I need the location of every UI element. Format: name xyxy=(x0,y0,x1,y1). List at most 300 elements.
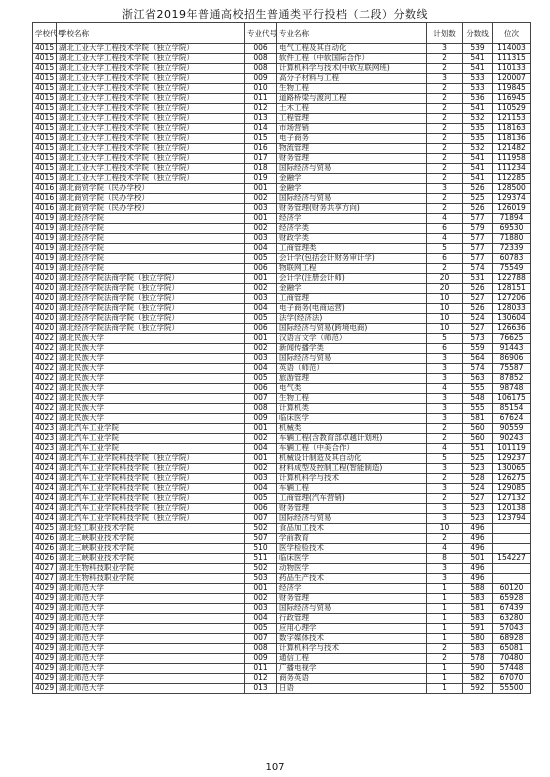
page-title: 浙江省2019年普通高校招生普通类平行投档（二段）分数线 xyxy=(122,8,428,21)
major-code-cell: 002 xyxy=(245,434,277,444)
score-cell: 579 xyxy=(463,224,493,234)
score-cell: 581 xyxy=(463,414,493,424)
rank-cell: 67070 xyxy=(493,674,531,684)
rank-cell: 126275 xyxy=(493,474,531,484)
plan-cell: 3 xyxy=(427,504,463,514)
major-name-cell: 计算机类 xyxy=(277,404,427,414)
table-row xyxy=(33,334,531,344)
score-cell: 560 xyxy=(463,424,493,434)
plan-cell: 1 xyxy=(427,594,463,604)
school-name-cell: 湖北师范大学 xyxy=(57,624,245,634)
rank-cell: 67624 xyxy=(493,414,531,424)
major-name-cell: 计算机科学与技术 xyxy=(277,474,427,484)
major-name-cell: 英语（师范） xyxy=(277,364,427,374)
score-cell: 588 xyxy=(463,584,493,594)
plan-cell: 3 xyxy=(427,484,463,494)
school-name-cell: 湖北师范大学 xyxy=(57,674,245,684)
major-code-cell: 004 xyxy=(245,614,277,624)
score-cell: 583 xyxy=(463,614,493,624)
score-cell: 560 xyxy=(463,434,493,444)
table-row xyxy=(33,284,531,294)
table-row xyxy=(33,434,531,444)
school-name-cell: 湖北汽车工业学院科技学院（独立学院） xyxy=(57,464,245,474)
score-cell: 592 xyxy=(463,684,493,694)
rank-cell: 110133 xyxy=(493,64,531,74)
major-name-cell: 财务管理 xyxy=(277,154,427,164)
score-cell: 526 xyxy=(463,204,493,214)
plan-cell: 4 xyxy=(427,384,463,394)
major-name-cell: 财务管理 xyxy=(277,504,427,514)
major-name-cell: 高分子材料与工程 xyxy=(277,74,427,84)
plan-cell: 3 xyxy=(427,514,463,524)
rank-cell: 121482 xyxy=(493,144,531,154)
school-name-cell: 湖北汽车工业学院 xyxy=(57,424,245,434)
rank-cell: 129374 xyxy=(493,194,531,204)
school-code-cell: 4022 xyxy=(33,364,57,374)
school-code-cell: 4019 xyxy=(33,244,57,254)
plan-cell: 3 xyxy=(427,404,463,414)
plan-cell: 3 xyxy=(427,414,463,424)
school-name-cell: 湖北商贸学院（民办学校） xyxy=(57,204,245,214)
table-row xyxy=(33,554,531,564)
major-name-cell: 应用心理学 xyxy=(277,624,427,634)
table-row xyxy=(33,474,531,484)
rank-cell: 126636 xyxy=(493,324,531,334)
table-row xyxy=(33,684,531,694)
rank-cell xyxy=(493,524,531,534)
rank-cell: 128151 xyxy=(493,284,531,294)
school-name-cell: 湖北汽车工业学院科技学院（独立学院） xyxy=(57,484,245,494)
school-code-cell: 4025 xyxy=(33,524,57,534)
rank-cell: 110529 xyxy=(493,104,531,114)
major-name-cell: 金融学 xyxy=(277,284,427,294)
plan-cell: 2 xyxy=(427,114,463,124)
major-name-cell: 电子商务 xyxy=(277,134,427,144)
plan-cell: 6 xyxy=(427,344,463,354)
score-cell: 527 xyxy=(463,494,493,504)
school-code-cell: 4023 xyxy=(33,444,57,454)
major-code-cell: 006 xyxy=(245,44,277,54)
rank-cell: 76625 xyxy=(493,334,531,344)
major-name-cell: 学前教育 xyxy=(277,534,427,544)
table-row xyxy=(33,514,531,524)
major-code-cell: 014 xyxy=(245,124,277,134)
major-code-cell: 005 xyxy=(245,624,277,634)
table-row xyxy=(33,404,531,414)
major-code-cell: 006 xyxy=(245,324,277,334)
major-code-cell: 017 xyxy=(245,154,277,164)
table-row xyxy=(33,634,531,644)
major-code-cell: 001 xyxy=(245,424,277,434)
major-code-cell: 001 xyxy=(245,584,277,594)
school-name-cell: 湖北民族大学 xyxy=(57,344,245,354)
major-name-cell: 市场营销 xyxy=(277,124,427,134)
major-code-cell: 004 xyxy=(245,444,277,454)
plan-cell: 6 xyxy=(427,224,463,234)
header-major-name: 专业名称 xyxy=(277,23,427,44)
major-name-cell: 食品加工技术 xyxy=(277,524,427,534)
rank-cell: 98748 xyxy=(493,384,531,394)
school-name-cell: 湖北民族大学 xyxy=(57,384,245,394)
school-name-cell: 湖北师范大学 xyxy=(57,664,245,674)
plan-cell: 2 xyxy=(427,54,463,64)
table-row xyxy=(33,444,531,454)
major-name-cell: 物流管理 xyxy=(277,144,427,154)
school-name-cell: 湖北民族大学 xyxy=(57,414,245,424)
major-code-cell: 007 xyxy=(245,514,277,524)
rank-cell: 130604 xyxy=(493,314,531,324)
school-name-cell: 湖北三峡职业技术学院 xyxy=(57,534,245,544)
table-row xyxy=(33,104,531,114)
score-cell: 526 xyxy=(463,184,493,194)
plan-cell: 5 xyxy=(427,334,463,344)
header-score: 分数线 xyxy=(463,23,493,44)
header-plan: 计划数 xyxy=(427,23,463,44)
school-code-cell: 4022 xyxy=(33,384,57,394)
school-code-cell: 4016 xyxy=(33,204,57,214)
major-code-cell: 015 xyxy=(245,134,277,144)
major-code-cell: 510 xyxy=(245,544,277,554)
table-row xyxy=(33,114,531,124)
school-name-cell: 湖北轻工职业技术学院 xyxy=(57,524,245,534)
major-name-cell: 会计学(包括会计财务审计学) xyxy=(277,254,427,264)
table-row xyxy=(33,214,531,224)
score-cell: 577 xyxy=(463,254,493,264)
school-code-cell: 4029 xyxy=(33,684,57,694)
major-code-cell: 002 xyxy=(245,464,277,474)
rank-cell: 121153 xyxy=(493,114,531,124)
table-row xyxy=(33,374,531,384)
major-name-cell: 财政学类 xyxy=(277,234,427,244)
score-cell: 555 xyxy=(463,384,493,394)
plan-cell: 4 xyxy=(427,444,463,454)
major-name-cell: 车辆工程 xyxy=(277,484,427,494)
school-name-cell: 湖北工业大学工程技术学院（独立学院） xyxy=(57,174,245,184)
school-code-cell: 4022 xyxy=(33,404,57,414)
score-cell: 496 xyxy=(463,564,493,574)
school-code-cell: 4016 xyxy=(33,194,57,204)
major-name-cell: 数字媒体技术 xyxy=(277,634,427,644)
score-cell: 535 xyxy=(463,134,493,144)
major-code-cell: 002 xyxy=(245,194,277,204)
rank-cell: 71894 xyxy=(493,214,531,224)
plan-cell: 8 xyxy=(427,554,463,564)
major-code-cell: 005 xyxy=(245,254,277,264)
major-code-cell: 001 xyxy=(245,214,277,224)
major-code-cell: 009 xyxy=(245,74,277,84)
school-name-cell: 湖北民族大学 xyxy=(57,394,245,404)
major-code-cell: 006 xyxy=(245,384,277,394)
major-code-cell: 018 xyxy=(245,164,277,174)
plan-cell: 10 xyxy=(427,294,463,304)
major-code-cell: 006 xyxy=(245,504,277,514)
header-rank: 位次 xyxy=(493,23,531,44)
score-cell: 573 xyxy=(463,334,493,344)
score-cell: 581 xyxy=(463,604,493,614)
score-cell: 496 xyxy=(463,574,493,584)
score-cell: 532 xyxy=(463,114,493,124)
plan-cell: 1 xyxy=(427,604,463,614)
plan-cell: 2 xyxy=(427,164,463,174)
plan-cell: 3 xyxy=(427,44,463,54)
table-row xyxy=(33,664,531,674)
major-code-cell: 002 xyxy=(245,344,277,354)
rank-cell: 90243 xyxy=(493,434,531,444)
major-code-cell: 007 xyxy=(245,634,277,644)
school-code-cell: 4019 xyxy=(33,214,57,224)
school-name-cell: 湖北师范大学 xyxy=(57,614,245,624)
table-row xyxy=(33,54,531,64)
school-code-cell: 4022 xyxy=(33,344,57,354)
major-name-cell: 道路桥梁与渡河工程 xyxy=(277,94,427,104)
major-name-cell: 经济学 xyxy=(277,214,427,224)
school-name-cell: 湖北工业大学工程技术学院（独立学院） xyxy=(57,154,245,164)
school-code-cell: 4015 xyxy=(33,54,57,64)
major-code-cell: 013 xyxy=(245,114,277,124)
school-name-cell: 湖北工业大学工程技术学院（独立学院） xyxy=(57,94,245,104)
school-code-cell: 4026 xyxy=(33,544,57,554)
table-row xyxy=(33,194,531,204)
plan-cell: 2 xyxy=(427,94,463,104)
score-cell: 541 xyxy=(463,104,493,114)
plan-cell: 10 xyxy=(427,304,463,314)
major-name-cell: 电子商务(电商运营) xyxy=(277,304,427,314)
plan-cell: 1 xyxy=(427,684,463,694)
plan-cell: 2 xyxy=(427,84,463,94)
score-cell: 535 xyxy=(463,124,493,134)
rank-cell: 112285 xyxy=(493,174,531,184)
major-code-cell: 003 xyxy=(245,604,277,614)
school-code-cell: 4015 xyxy=(33,104,57,114)
rank-cell: 114003 xyxy=(493,44,531,54)
rank-cell: 67439 xyxy=(493,604,531,614)
plan-cell: 2 xyxy=(427,144,463,154)
rank-cell: 65928 xyxy=(493,594,531,604)
score-cell: 527 xyxy=(463,294,493,304)
major-name-cell: 车辆工程(含教育部卓越计划班) xyxy=(277,434,427,444)
school-name-cell: 湖北汽车工业学院科技学院（独立学院） xyxy=(57,504,245,514)
major-name-cell: 电气工程及其自动化 xyxy=(277,44,427,54)
school-name-cell: 湖北师范大学 xyxy=(57,604,245,614)
rank-cell: 127206 xyxy=(493,294,531,304)
school-code-cell: 4029 xyxy=(33,634,57,644)
school-code-cell: 4023 xyxy=(33,424,57,434)
major-code-cell: 013 xyxy=(245,684,277,694)
school-code-cell: 4029 xyxy=(33,604,57,614)
major-name-cell: 工商管理类 xyxy=(277,244,427,254)
major-code-cell: 009 xyxy=(245,654,277,664)
school-name-cell: 湖北工业大学工程技术学院（独立学院） xyxy=(57,124,245,134)
school-name-cell: 湖北汽车工业学院 xyxy=(57,434,245,444)
school-name-cell: 湖北工业大学工程技术学院（独立学院） xyxy=(57,64,245,74)
score-cell: 526 xyxy=(463,304,493,314)
table-row xyxy=(33,224,531,234)
school-name-cell: 湖北经济学院 xyxy=(57,254,245,264)
school-code-cell: 4029 xyxy=(33,664,57,674)
rank-cell: 69530 xyxy=(493,224,531,234)
table-row xyxy=(33,574,531,584)
school-name-cell: 湖北工业大学工程技术学院（独立学院） xyxy=(57,164,245,174)
major-code-cell: 002 xyxy=(245,284,277,294)
school-code-cell: 4019 xyxy=(33,234,57,244)
score-cell: 527 xyxy=(463,324,493,334)
score-cell: 526 xyxy=(463,284,493,294)
major-code-cell: 511 xyxy=(245,554,277,564)
rank-cell: 91443 xyxy=(493,344,531,354)
plan-cell: 2 xyxy=(427,174,463,184)
rank-cell: 65081 xyxy=(493,644,531,654)
school-code-cell: 4026 xyxy=(33,534,57,544)
major-code-cell: 006 xyxy=(245,264,277,274)
rank-cell: 116945 xyxy=(493,94,531,104)
school-code-cell: 4022 xyxy=(33,394,57,404)
table-row xyxy=(33,534,531,544)
school-name-cell: 湖北三峡职业技术学院 xyxy=(57,554,245,564)
school-code-cell: 4029 xyxy=(33,614,57,624)
major-code-cell: 008 xyxy=(245,54,277,64)
major-name-cell: 国际经济与贸易 xyxy=(277,604,427,614)
rank-cell: 85154 xyxy=(493,404,531,414)
admission-score-table xyxy=(32,22,531,694)
major-name-cell: 经济学类 xyxy=(277,224,427,234)
table-row xyxy=(33,254,531,264)
table-header-row xyxy=(33,23,531,44)
major-code-cell: 011 xyxy=(245,664,277,674)
table-row xyxy=(33,244,531,254)
score-cell: 541 xyxy=(463,154,493,164)
major-name-cell: 国际经济与贸易 xyxy=(277,514,427,524)
plan-cell: 4 xyxy=(427,544,463,554)
plan-cell: 2 xyxy=(427,104,463,114)
major-code-cell: 016 xyxy=(245,144,277,154)
major-code-cell: 502 xyxy=(245,524,277,534)
rank-cell: 128033 xyxy=(493,304,531,314)
score-cell: 541 xyxy=(463,54,493,64)
plan-cell: 2 xyxy=(427,644,463,654)
plan-cell: 3 xyxy=(427,374,463,384)
table-row xyxy=(33,464,531,474)
table-row xyxy=(33,44,531,54)
school-name-cell: 湖北经济学院法商学院（独立学院） xyxy=(57,274,245,284)
school-name-cell: 湖北经济学院 xyxy=(57,214,245,224)
rank-cell xyxy=(493,534,531,544)
table-row xyxy=(33,364,531,374)
rank-cell: 111958 xyxy=(493,154,531,164)
school-name-cell: 湖北工业大学工程技术学院（独立学院） xyxy=(57,114,245,124)
major-name-cell: 药品生产技术 xyxy=(277,574,427,584)
plan-cell: 20 xyxy=(427,284,463,294)
major-name-cell: 汉语言文学（师范） xyxy=(277,334,427,344)
table-row xyxy=(33,174,531,184)
school-code-cell: 4029 xyxy=(33,654,57,664)
school-code-cell: 4027 xyxy=(33,574,57,584)
rank-cell: 101119 xyxy=(493,444,531,454)
school-code-cell: 4024 xyxy=(33,484,57,494)
table-row xyxy=(33,654,531,664)
major-name-cell: 国际经济与贸易 xyxy=(277,164,427,174)
plan-cell: 3 xyxy=(427,354,463,364)
rank-cell: 118163 xyxy=(493,124,531,134)
major-name-cell: 临床医学 xyxy=(277,414,427,424)
score-cell: 548 xyxy=(463,394,493,404)
major-code-cell: 003 xyxy=(245,294,277,304)
rank-cell: 130065 xyxy=(493,464,531,474)
score-cell: 582 xyxy=(463,674,493,684)
rank-cell xyxy=(493,564,531,574)
rank-cell: 111315 xyxy=(493,54,531,64)
score-cell: 591 xyxy=(463,624,493,634)
school-code-cell: 4019 xyxy=(33,224,57,234)
major-code-cell: 009 xyxy=(245,414,277,424)
school-name-cell: 湖北经济学院法商学院（独立学院） xyxy=(57,314,245,324)
school-code-cell: 4015 xyxy=(33,84,57,94)
table-body xyxy=(33,44,531,694)
major-name-cell: 法学(经济法) xyxy=(277,314,427,324)
plan-cell: 1 xyxy=(427,614,463,624)
page-number: 107 xyxy=(265,762,285,773)
major-name-cell: 日语 xyxy=(277,684,427,694)
table-row xyxy=(33,384,531,394)
major-name-cell: 旅游管理 xyxy=(277,374,427,384)
major-code-cell: 001 xyxy=(245,334,277,344)
school-code-cell: 4015 xyxy=(33,114,57,124)
major-code-cell: 007 xyxy=(245,394,277,404)
rank-cell: 111234 xyxy=(493,164,531,174)
rank-cell: 122788 xyxy=(493,274,531,284)
score-cell: 590 xyxy=(463,664,493,674)
table-row xyxy=(33,64,531,74)
school-name-cell: 湖北生物科技职业学院 xyxy=(57,564,245,574)
school-code-cell: 4019 xyxy=(33,264,57,274)
score-cell: 574 xyxy=(463,264,493,274)
score-cell: 523 xyxy=(463,504,493,514)
plan-cell: 2 xyxy=(427,434,463,444)
major-code-cell: 012 xyxy=(245,674,277,684)
rank-cell: 154227 xyxy=(493,554,531,564)
table-row xyxy=(33,594,531,604)
major-code-cell: 012 xyxy=(245,104,277,114)
rank-cell: 127132 xyxy=(493,494,531,504)
school-code-cell: 4020 xyxy=(33,314,57,324)
school-name-cell: 湖北工业大学工程技术学院（独立学院） xyxy=(57,134,245,144)
table-row xyxy=(33,134,531,144)
major-code-cell: 001 xyxy=(245,184,277,194)
plan-cell: 1 xyxy=(427,584,463,594)
school-code-cell: 4015 xyxy=(33,44,57,54)
school-code-cell: 4029 xyxy=(33,594,57,604)
score-cell: 524 xyxy=(463,314,493,324)
school-code-cell: 4015 xyxy=(33,74,57,84)
school-name-cell: 湖北民族大学 xyxy=(57,374,245,384)
major-code-cell: 503 xyxy=(245,574,277,584)
table-row xyxy=(33,674,531,684)
table-row xyxy=(33,344,531,354)
score-cell: 525 xyxy=(463,454,493,464)
plan-cell: 3 xyxy=(427,184,463,194)
plan-cell: 2 xyxy=(427,154,463,164)
major-name-cell: 计算机科学与技术 xyxy=(277,644,427,654)
score-cell: 541 xyxy=(463,164,493,174)
major-code-cell: 010 xyxy=(245,84,277,94)
major-code-cell: 004 xyxy=(245,364,277,374)
plan-cell: 4 xyxy=(427,214,463,224)
plan-cell: 3 xyxy=(427,464,463,474)
major-name-cell: 机械设计制造及其自动化 xyxy=(277,454,427,464)
table-row xyxy=(33,354,531,364)
major-name-cell: 医学检验技术 xyxy=(277,544,427,554)
school-code-cell: 4022 xyxy=(33,334,57,344)
school-code-cell: 4024 xyxy=(33,504,57,514)
